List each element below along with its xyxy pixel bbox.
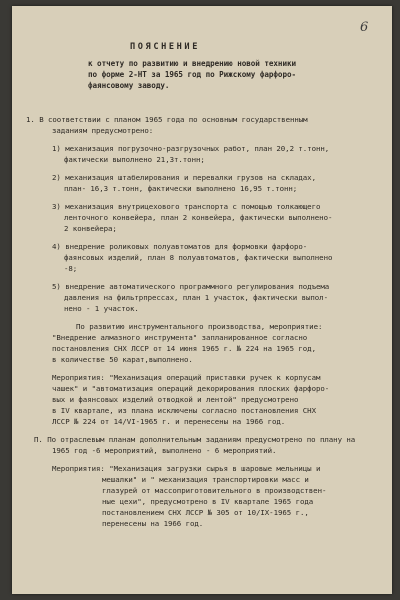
- subtitle-line: к отчету по развитию и внедрению новой техники: [88, 59, 297, 68]
- body-line: мешалки" и " механизация транспортировки масс и: [102, 475, 309, 484]
- body-line: По развитию инструментального производства, мероприятие:: [76, 322, 323, 331]
- body-line: "Внедрение алмазного инструмента" запланированное согласно: [52, 333, 308, 342]
- body-line: ные цехи", предусмотрено в IV квартале 1965 года: [102, 497, 314, 506]
- body-line: 3) механизация внутрицехового транспорта с помощью толкающего: [52, 202, 321, 211]
- subtitle-line: по форме 2-НТ за 1965 год по Рижскому фарфоро-: [88, 70, 297, 79]
- body-line: вых и фаянсовых изделий отводкой и лентой" предусмотрено: [52, 395, 299, 404]
- body-line: П. По отраслевым планам дополнительным заданиям предусмотрено по плану на: [34, 435, 356, 444]
- body-line: давления на фильтрпрессах, план 1 участок, фактически выпол-: [64, 293, 328, 302]
- subtitle-line: фаянсовому заводу.: [88, 81, 170, 90]
- body-line: 1. В соответствии с планом 1965 года по основным государственным: [26, 115, 308, 124]
- body-line: постановления СНХ ЛССР от 14 июня 1965 г. № 224 на 1965 год,: [52, 344, 316, 353]
- body-line: 1) механизация погрузочно-разгрузочных работ, план 20,2 т.тонн,: [52, 144, 330, 153]
- body-line: ленточного конвейера, план 2 конвейера, фактически выполнено-: [64, 213, 333, 222]
- body-line: чашек" и "автоматизация операций декорирования плоских фарфоро-: [52, 384, 330, 393]
- body-line: Мероприятия: "Механизация операций приставки ручек к корпусам: [52, 373, 321, 382]
- body-line: заданиям предусмотрено:: [52, 126, 154, 135]
- body-line: 2) механизация штабелирования и перевалки грузов на складах,: [52, 173, 316, 182]
- body-line: 2 конвейера;: [64, 224, 117, 233]
- body-line: фаянсовых изделий, план 8 полуавтоматов, фактически выполнено: [64, 253, 333, 262]
- document-title: ПОЯСНЕНИЕ: [130, 42, 200, 52]
- body-line: -8;: [64, 264, 78, 273]
- body-line: в IV квартале, из плана исключены согласно постановления СНХ: [52, 406, 316, 415]
- body-line: глазурей от массоприготовительного в производствен-: [102, 486, 327, 495]
- body-line: план- 16,3 т.тонн, фактически выполнено 16,95 т.тонн;: [64, 184, 298, 193]
- body-line: нено - 1 участок.: [64, 304, 139, 313]
- body-line: ЛССР № 224 от 14/VI-1965 г. и перенесены на 1966 год.: [52, 417, 286, 426]
- body-line: 5) внедрение автоматического программного регулирования подъема: [52, 282, 330, 291]
- body-line: 1965 год -6 мероприятий, выполнено - 6 мероприятий.: [52, 446, 277, 455]
- document-page: [12, 6, 392, 594]
- body-line: 4) внедрение роликовых полуавтоматов для формовки фарфоро-: [52, 242, 308, 251]
- body-line: в количестве 50 карат,выполнено.: [52, 355, 193, 364]
- body-line: Мероприятия: "Механизация загрузки сырья в шаровые мельницы и: [52, 464, 321, 473]
- page-number: 6: [360, 20, 369, 35]
- body-line: перенесены на 1966 год.: [102, 519, 204, 528]
- body-line: постановлением СНХ ЛССР № 305 от 10/IX-1965 г.,: [102, 508, 309, 517]
- body-line: фактически выполнено 21,3т.тонн;: [64, 155, 205, 164]
